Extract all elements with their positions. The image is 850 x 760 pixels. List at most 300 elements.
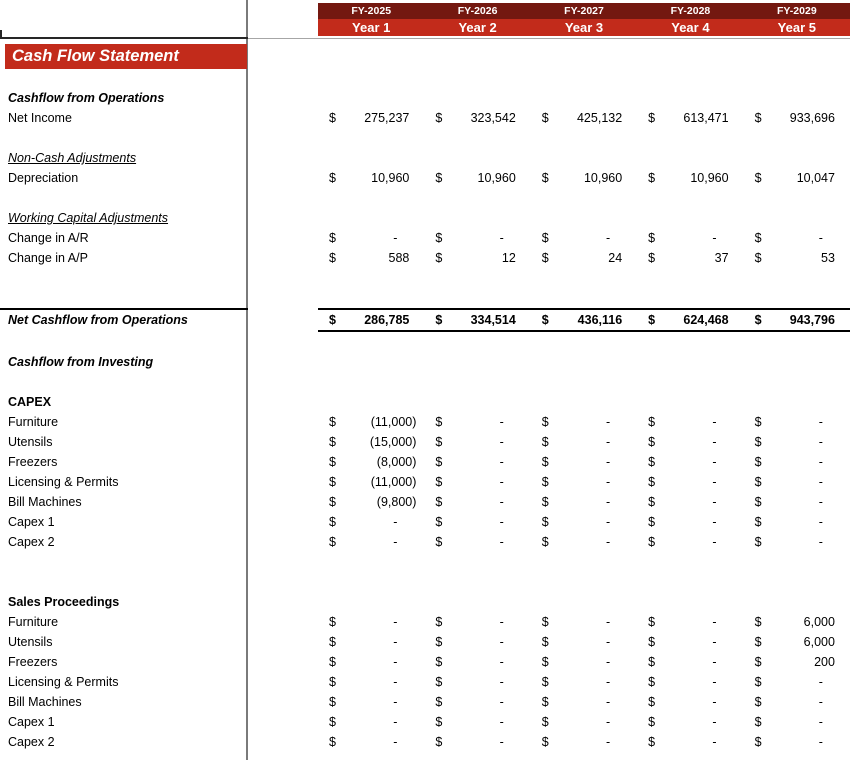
currency-symbol: $ — [329, 495, 336, 509]
currency-symbol: $ — [648, 655, 656, 669]
cell-value: 10,960 — [690, 171, 729, 185]
currency-symbol: $ — [754, 111, 762, 125]
currency-symbol: $ — [329, 535, 336, 549]
cell-value: 323,542 — [470, 111, 516, 125]
value-cell[interactable] — [744, 732, 850, 752]
currency-symbol: $ — [435, 735, 443, 749]
currency-symbol: $ — [329, 415, 336, 429]
value-cell[interactable] — [531, 692, 637, 712]
currency-symbol: $ — [541, 313, 549, 327]
currency-symbol: $ — [435, 111, 443, 125]
row-label[interactable]: Capex 1 — [8, 515, 55, 529]
cell-value: - — [712, 515, 717, 529]
currency-symbol: $ — [541, 715, 549, 729]
sheet-row — [0, 572, 850, 592]
row-values — [318, 452, 850, 472]
cell-value: - — [499, 535, 504, 549]
value-cell[interactable] — [744, 612, 850, 632]
value-cell[interactable] — [531, 492, 637, 512]
currency-symbol: $ — [754, 435, 762, 449]
header-fy-cell[interactable]: FY-2029 — [776, 5, 817, 17]
row-values — [318, 168, 850, 188]
currency-symbol: $ — [648, 313, 656, 327]
value-cell[interactable] — [744, 712, 850, 732]
value-cell[interactable] — [424, 452, 530, 472]
currency-symbol: $ — [435, 535, 443, 549]
sheet-row — [0, 592, 850, 612]
currency-symbol: $ — [754, 475, 762, 489]
currency-symbol: $ — [648, 111, 656, 125]
sheet-row — [0, 732, 850, 752]
row-label[interactable]: CAPEX — [8, 395, 52, 409]
column-gap — [248, 712, 318, 732]
row-values — [318, 432, 850, 452]
row-label[interactable]: Net Cashflow from Operations — [0, 308, 248, 332]
value-cell[interactable] — [531, 532, 637, 552]
cell-value: (9,800) — [376, 495, 417, 509]
row-label[interactable]: Utensils — [8, 635, 53, 649]
value-cell[interactable] — [744, 248, 850, 268]
currency-symbol: $ — [754, 313, 762, 327]
left-edge-tick — [0, 30, 2, 38]
value-cell[interactable] — [424, 632, 530, 652]
row-label[interactable]: Capex 2 — [8, 735, 55, 749]
sheet-row — [0, 672, 850, 692]
row-values — [318, 512, 850, 532]
value-cell[interactable] — [637, 432, 743, 452]
header-year-band — [318, 19, 850, 36]
cell-value: - — [712, 415, 717, 429]
row-label[interactable]: Furniture — [8, 615, 59, 629]
cell-value: 10,960 — [371, 171, 410, 185]
currency-symbol: $ — [754, 515, 762, 529]
value-cell[interactable] — [637, 612, 743, 632]
sheet-row — [0, 412, 850, 432]
row-label[interactable]: Capex 1 — [8, 715, 55, 729]
row-label[interactable]: Net Income — [8, 111, 72, 125]
row-label[interactable]: Licensing & Permits — [8, 675, 119, 689]
column-gap — [248, 492, 318, 512]
cell-value: - — [818, 455, 823, 469]
column-gap — [248, 148, 318, 168]
currency-symbol: $ — [541, 675, 549, 689]
cell-value: (11,000) — [370, 475, 417, 489]
cell-value: 943,796 — [789, 313, 835, 327]
column-gap — [248, 652, 318, 672]
currency-symbol: $ — [435, 475, 443, 489]
sheet-rows — [0, 88, 850, 752]
row-label[interactable]: Cashflow from Operations — [8, 91, 165, 105]
sheet-row — [0, 332, 850, 352]
currency-symbol: $ — [541, 415, 549, 429]
value-cell[interactable] — [531, 652, 637, 672]
currency-symbol: $ — [541, 495, 549, 509]
column-gap — [248, 732, 318, 752]
value-cell[interactable] — [318, 412, 424, 432]
value-cell[interactable] — [637, 310, 743, 330]
currency-symbol: $ — [329, 675, 336, 689]
cell-value: - — [712, 695, 717, 709]
value-cell[interactable] — [744, 412, 850, 432]
value-cell[interactable] — [424, 108, 530, 128]
row-label[interactable]: Capex 2 — [8, 535, 55, 549]
currency-symbol: $ — [329, 695, 336, 709]
currency-symbol: $ — [648, 475, 656, 489]
cell-value: - — [606, 435, 611, 449]
row-label[interactable]: Freezers — [8, 655, 58, 669]
value-cell[interactable] — [637, 452, 743, 472]
cell-value: - — [818, 475, 823, 489]
column-gap — [248, 168, 318, 188]
value-cell[interactable] — [531, 472, 637, 492]
sheet-row — [0, 632, 850, 652]
cell-value: - — [712, 495, 717, 509]
value-cell[interactable] — [744, 692, 850, 712]
currency-symbol: $ — [541, 535, 549, 549]
currency-symbol: $ — [754, 615, 762, 629]
value-cell[interactable] — [531, 228, 637, 248]
value-cell[interactable] — [637, 532, 743, 552]
value-cell[interactable] — [318, 472, 424, 492]
header-fy-cell[interactable]: FY-2026 — [457, 5, 498, 17]
column-gap — [248, 432, 318, 452]
sheet-row — [0, 108, 850, 128]
currency-symbol: $ — [648, 615, 656, 629]
value-cell[interactable] — [424, 432, 530, 452]
header-year-cell[interactable]: Year 4 — [671, 20, 710, 35]
cell-value: 613,471 — [683, 111, 729, 125]
cell-value: - — [393, 635, 398, 649]
value-cell[interactable] — [744, 310, 850, 330]
currency-symbol: $ — [541, 635, 549, 649]
cell-value: - — [818, 231, 823, 245]
value-cell[interactable] — [531, 712, 637, 732]
currency-symbol: $ — [541, 615, 549, 629]
value-cell[interactable] — [637, 732, 743, 752]
value-cell[interactable] — [531, 168, 637, 188]
row-label[interactable]: Furniture — [8, 415, 59, 429]
cell-value: - — [393, 695, 398, 709]
header-year-cell[interactable]: Year 1 — [352, 20, 391, 35]
cell-value: 24 — [608, 251, 623, 265]
cell-value: - — [499, 475, 504, 489]
value-cell[interactable] — [318, 712, 424, 732]
value-cell[interactable] — [637, 412, 743, 432]
row-label[interactable]: Bill Machines — [8, 695, 82, 709]
cell-value: - — [499, 231, 504, 245]
header-fy-cell[interactable]: FY-2027 — [564, 5, 604, 17]
cell-value: - — [393, 675, 398, 689]
header-year-cell[interactable]: Year 3 — [564, 20, 604, 35]
value-cell[interactable] — [531, 432, 637, 452]
currency-symbol: $ — [435, 615, 443, 629]
row-label[interactable]: Bill Machines — [8, 495, 82, 509]
value-cell[interactable] — [531, 248, 637, 268]
cell-value: - — [499, 715, 504, 729]
value-cell[interactable] — [531, 512, 637, 532]
row-label[interactable]: Cashflow from Investing — [8, 355, 154, 369]
value-cell[interactable] — [744, 472, 850, 492]
value-cell[interactable] — [318, 652, 424, 672]
value-cell[interactable] — [744, 228, 850, 248]
cell-value: - — [499, 695, 504, 709]
value-cell[interactable] — [424, 712, 530, 732]
value-cell[interactable] — [318, 228, 424, 248]
sheet-row — [0, 512, 850, 532]
value-cell[interactable] — [318, 672, 424, 692]
page-title[interactable]: Cash Flow Statement — [5, 44, 247, 69]
sheet-row — [0, 492, 850, 512]
cell-value: - — [818, 435, 823, 449]
column-gap — [248, 208, 318, 228]
currency-symbol: $ — [754, 695, 762, 709]
cell-value: - — [712, 435, 717, 449]
value-cell[interactable] — [424, 732, 530, 752]
row-label[interactable]: Utensils — [8, 435, 53, 449]
value-cell[interactable] — [531, 108, 637, 128]
value-cell[interactable] — [318, 492, 424, 512]
column-gap — [248, 472, 318, 492]
currency-symbol: $ — [754, 415, 762, 429]
currency-symbol: $ — [648, 251, 656, 265]
value-cell[interactable] — [424, 310, 530, 330]
cell-value: 53 — [821, 251, 835, 265]
value-cell[interactable] — [531, 412, 637, 432]
cell-value: - — [712, 455, 717, 469]
cell-value: 425,132 — [576, 111, 623, 125]
cell-value: - — [393, 655, 398, 669]
cell-value: - — [606, 475, 611, 489]
currency-symbol: $ — [754, 455, 762, 469]
row-label[interactable]: Change in A/R — [8, 231, 89, 245]
value-cell[interactable] — [637, 652, 743, 672]
value-cell[interactable] — [318, 732, 424, 752]
value-cell[interactable] — [424, 692, 530, 712]
currency-symbol: $ — [754, 655, 762, 669]
currency-symbol: $ — [329, 171, 336, 185]
value-cell[interactable] — [318, 310, 424, 330]
header-fy-cell[interactable]: FY-2025 — [351, 5, 392, 17]
sheet-row — [0, 248, 850, 268]
value-cell[interactable] — [531, 732, 637, 752]
header-year-cell[interactable]: Year 2 — [458, 20, 497, 35]
cell-value: - — [818, 415, 823, 429]
cell-value: - — [818, 675, 823, 689]
cell-value: - — [393, 535, 398, 549]
value-cell[interactable] — [318, 248, 424, 268]
cell-value: - — [499, 415, 504, 429]
value-cell[interactable] — [744, 492, 850, 512]
column-gap — [248, 692, 318, 712]
header-year-cell[interactable]: Year 5 — [777, 20, 816, 35]
value-cell[interactable] — [637, 108, 743, 128]
row-label[interactable]: Change in A/P — [8, 251, 88, 265]
cell-value: - — [606, 735, 611, 749]
cell-value: 200 — [814, 655, 835, 669]
column-gap — [248, 672, 318, 692]
sheet-row — [0, 532, 850, 552]
cell-value: - — [499, 615, 504, 629]
value-cell[interactable] — [637, 672, 743, 692]
currency-symbol: $ — [435, 695, 443, 709]
currency-symbol: $ — [648, 435, 656, 449]
cell-value: - — [606, 655, 611, 669]
row-label[interactable]: Licensing & Permits — [8, 475, 119, 489]
currency-symbol: $ — [648, 635, 656, 649]
cell-value: - — [818, 715, 823, 729]
value-cell[interactable] — [637, 512, 743, 532]
value-cell[interactable] — [531, 310, 637, 330]
currency-symbol: $ — [754, 715, 762, 729]
value-cell[interactable] — [318, 612, 424, 632]
currency-symbol: $ — [329, 455, 336, 469]
value-cell[interactable] — [424, 652, 530, 672]
row-label[interactable]: Sales Proceedings — [8, 595, 120, 609]
currency-symbol: $ — [648, 231, 656, 245]
currency-symbol: $ — [648, 415, 656, 429]
value-cell[interactable] — [424, 228, 530, 248]
cell-value: - — [499, 735, 504, 749]
row-values — [318, 712, 850, 732]
cell-value: - — [393, 615, 398, 629]
value-cell[interactable] — [637, 168, 743, 188]
value-cell[interactable] — [744, 452, 850, 472]
value-cell[interactable] — [637, 692, 743, 712]
currency-symbol: $ — [648, 735, 656, 749]
cell-value: - — [606, 715, 611, 729]
cell-value: - — [606, 415, 611, 429]
currency-symbol: $ — [648, 715, 656, 729]
value-cell[interactable] — [744, 532, 850, 552]
value-cell[interactable] — [531, 612, 637, 632]
value-cell[interactable] — [744, 652, 850, 672]
value-cell[interactable] — [637, 472, 743, 492]
row-label[interactable]: Working Capital Adjustments — [8, 211, 169, 225]
currency-symbol: $ — [754, 231, 762, 245]
sheet-row — [0, 612, 850, 632]
currency-symbol: $ — [754, 635, 762, 649]
row-values — [318, 692, 850, 712]
value-cell[interactable] — [744, 168, 850, 188]
currency-symbol: $ — [541, 435, 549, 449]
value-cell[interactable] — [744, 672, 850, 692]
sheet-row — [0, 128, 850, 148]
currency-symbol: $ — [648, 695, 656, 709]
column-gap — [248, 88, 318, 108]
value-cell[interactable] — [318, 512, 424, 532]
currency-symbol: $ — [435, 715, 443, 729]
value-cell[interactable] — [424, 672, 530, 692]
column-gap — [248, 352, 318, 372]
header-bottom-border-left — [0, 37, 248, 39]
cell-value: - — [606, 535, 611, 549]
currency-symbol: $ — [435, 635, 443, 649]
currency-symbol: $ — [435, 435, 443, 449]
value-cell[interactable] — [424, 472, 530, 492]
sheet-row — [0, 88, 850, 108]
value-cell[interactable] — [637, 248, 743, 268]
sheet-row — [0, 352, 850, 372]
value-cell[interactable] — [531, 452, 637, 472]
row-values — [318, 248, 850, 268]
cell-value: - — [712, 535, 717, 549]
sheet-row — [0, 712, 850, 732]
cell-value: - — [606, 615, 611, 629]
value-cell[interactable] — [318, 432, 424, 452]
cell-value: - — [393, 231, 398, 245]
column-gap — [248, 412, 318, 432]
row-label[interactable]: Non-Cash Adjustments — [8, 151, 137, 165]
value-cell[interactable] — [744, 512, 850, 532]
row-values — [318, 308, 850, 332]
value-cell[interactable] — [318, 168, 424, 188]
cell-value: - — [499, 675, 504, 689]
cell-value: 588 — [388, 251, 410, 265]
value-cell[interactable] — [531, 672, 637, 692]
value-cell[interactable] — [424, 168, 530, 188]
value-cell[interactable] — [531, 632, 637, 652]
value-cell[interactable] — [318, 692, 424, 712]
column-gap — [248, 248, 318, 268]
column-gap — [248, 308, 318, 332]
value-cell[interactable] — [318, 452, 424, 472]
value-cell[interactable] — [318, 532, 424, 552]
cell-value: - — [393, 515, 398, 529]
value-cell[interactable] — [424, 412, 530, 432]
cell-value: - — [712, 655, 717, 669]
currency-symbol: $ — [329, 251, 336, 265]
value-cell[interactable] — [318, 108, 424, 128]
currency-symbol: $ — [329, 111, 336, 125]
value-cell[interactable] — [637, 712, 743, 732]
currency-symbol: $ — [648, 171, 656, 185]
value-cell[interactable] — [424, 248, 530, 268]
value-cell[interactable] — [744, 632, 850, 652]
currency-symbol: $ — [541, 111, 549, 125]
value-cell[interactable] — [637, 228, 743, 248]
row-values — [318, 612, 850, 632]
sheet-row — [0, 308, 850, 332]
cell-value: 10,047 — [796, 171, 835, 185]
value-cell[interactable] — [637, 492, 743, 512]
row-values — [318, 532, 850, 552]
cell-value: (11,000) — [370, 415, 417, 429]
currency-symbol: $ — [648, 535, 656, 549]
currency-symbol: $ — [435, 515, 443, 529]
cell-value: - — [712, 231, 717, 245]
cell-value: - — [499, 635, 504, 649]
value-cell[interactable] — [424, 532, 530, 552]
header-fy-cell[interactable]: FY-2028 — [670, 5, 711, 17]
value-cell[interactable] — [744, 432, 850, 452]
currency-symbol: $ — [329, 635, 336, 649]
value-cell[interactable] — [424, 512, 530, 532]
value-cell[interactable] — [318, 632, 424, 652]
cell-value: 286,785 — [364, 313, 410, 327]
currency-symbol: $ — [435, 495, 443, 509]
currency-symbol: $ — [648, 455, 656, 469]
value-cell[interactable] — [424, 612, 530, 632]
value-cell[interactable] — [637, 632, 743, 652]
row-values — [318, 472, 850, 492]
cell-value: - — [712, 715, 717, 729]
cell-value: - — [712, 675, 717, 689]
value-cell[interactable] — [424, 492, 530, 512]
row-label[interactable]: Freezers — [8, 455, 58, 469]
row-label[interactable]: Depreciation — [8, 171, 79, 185]
value-cell[interactable] — [744, 108, 850, 128]
cell-value: - — [818, 495, 823, 509]
